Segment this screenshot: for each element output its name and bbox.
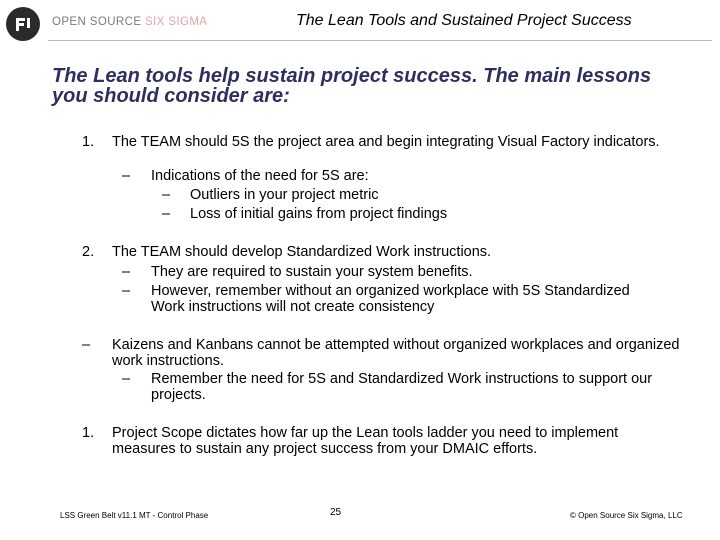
item-marker: 1. (82, 425, 95, 441)
brand-name-part2: SIX SIGMA (144, 16, 208, 28)
slide-title: The Lean tools help sustain project success. The main lessons you should consider are: (52, 65, 652, 107)
item-text: The TEAM should develop Standardized Work instructions. (112, 244, 492, 260)
sub-item-marker: – (122, 371, 131, 387)
brand-name (52, 16, 207, 28)
sub-sub-item-text: Outliers in your project metric (190, 187, 379, 203)
item-marker: 1. (82, 134, 95, 150)
header-divider (48, 40, 712, 41)
header-title: The Lean Tools and Sustained Project Success (296, 12, 632, 29)
footer-course-label: LSS Green Belt v11.1 MT - Control Phase (60, 511, 209, 520)
item-text: Kaizens and Kanbans cannot be attempted without organized workplaces and organized work instructions. (112, 337, 680, 369)
sub-item-marker: – (122, 283, 131, 299)
footer-copyright: © Open Source Six Sigma, LLC (570, 511, 683, 520)
item-text: The TEAM should 5S the project area and begin integrating Visual Factory indicators. (112, 134, 660, 150)
item-marker: 2. (82, 244, 95, 260)
page-number: 25 (330, 507, 342, 518)
sub-item-text: Remember the need for 5S and Standardized Work instructions to support our projects. (151, 371, 653, 403)
brand-name-part1: OPEN SOURCE (52, 16, 145, 28)
logo-icon (5, 6, 41, 42)
sub-sub-item-text: Loss of initial gains from project findings (190, 206, 448, 222)
sub-sub-item-marker: – (162, 187, 171, 203)
sub-item-text: They are required to sustain your system benefits. (151, 264, 473, 280)
item-marker: – (82, 337, 91, 353)
sub-item-marker: – (122, 264, 131, 280)
sub-item-marker: – (122, 168, 131, 184)
item-text: Project Scope dictates how far up the Lean tools ladder you need to implement measures to sustain any project success from your DMAIC efforts. (112, 425, 619, 457)
sub-item-text: Indications of the need for 5S are: (151, 168, 369, 184)
sub-sub-item-marker: – (162, 206, 171, 222)
sub-item-text: However, remember without an organized workplace with 5S Standardized Work instructions will not create consistency (151, 283, 630, 315)
